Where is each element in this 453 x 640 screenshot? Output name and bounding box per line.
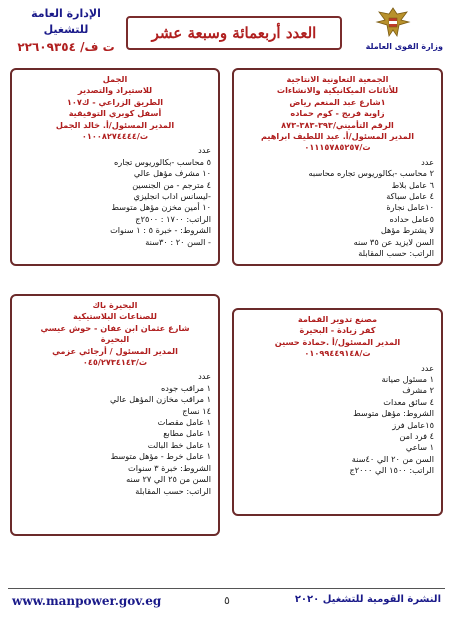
company-address: الطريق الزراعي - ك١٠٧ (66, 96, 164, 107)
manager-name: المدير المسئول/أ. عبد اللطيف ابراهيم (260, 131, 415, 142)
job-card-elgamal (10, 68, 220, 266)
ministry-name: وزارة القوى العاملة (365, 42, 443, 51)
job-line: الراتب: حسب المقابلة (135, 485, 211, 496)
job-line: الراتب: ١٥٠٠ الي ٢٠٠٠ج (349, 465, 434, 476)
job-line: ١٠ أمين مخزن مؤهل متوسط (111, 202, 211, 213)
job-card-recycling (232, 308, 443, 516)
job-line: السن من ٢٥ الي ٢٧ سنه (126, 474, 211, 485)
company-address: كفر زيادة - البحيرة (299, 325, 376, 336)
job-line: ٢ مشرف (402, 385, 434, 396)
job-line: ١ عامل مقصات (157, 417, 211, 428)
job-line: السن من ٢٠ الي ٤٠سنة (351, 453, 434, 464)
company-phone: ت/٠١٠٠٨٢٧٤٤٤٤ (81, 131, 149, 142)
insurance-number: الرقم التأميني/٣٩٣-٣٨٣-٨٧٣ (281, 119, 394, 130)
company-activity: للأثاثات الميكانيكية والانشاءات (276, 85, 399, 96)
job-line: عدد (421, 156, 434, 167)
job-line: ٤ فرد امن (399, 431, 434, 442)
job-line: ١ عامل مطابع (163, 428, 211, 439)
job-line: ٢ محاسب -بكالوريوس تجاره محاسبه (308, 168, 434, 179)
website-link[interactable]: www.manpower.gov.eg (12, 594, 162, 608)
company-name: الجمعية التعاونية الانتاجية (286, 74, 389, 84)
job-list (241, 157, 434, 260)
job-line: ١ ساعي (405, 442, 434, 453)
company-address: البحيرة (100, 334, 130, 345)
company-name: مصنع تدوير القمامة (297, 314, 378, 324)
job-line: ١ مراقب جوده (161, 382, 211, 393)
company-activity: للصناعات البلاستيكية (73, 311, 157, 322)
ministry-block (331, 6, 443, 54)
job-line: ٤ سائق معدات (383, 396, 434, 407)
company-phone: ت/٠١٠٩٩٤٤٩١٤٨ (304, 348, 371, 359)
issue-title: العدد أربعمائة وسبعة عشر (126, 16, 342, 50)
company-name: البحيرة باك (92, 300, 138, 310)
job-line: الراتب: حسب المقابلة (358, 248, 434, 259)
page-number: ٥ (224, 594, 230, 607)
job-card-cooperative (232, 68, 443, 266)
card-header (241, 314, 434, 360)
job-line: الشروط: - خبرة ٥ : ١ سنوات (110, 225, 211, 236)
job-line: ١٠عامل نجارة (386, 202, 434, 213)
company-address: ١شارع عبد المنعم رياض (289, 96, 386, 107)
card-header (241, 74, 434, 154)
job-line: ١٠ مشرف مؤهل عالي (133, 168, 211, 179)
job-line: ١ مراقب مخازن المؤهل عالي (109, 394, 211, 405)
manager-name: المدير المسئول / أرجائي عزمي (52, 345, 178, 356)
job-line: لا يشترط مؤهل (380, 225, 434, 236)
job-line: ٦ عامل بلاط (391, 179, 434, 190)
page-header (8, 6, 445, 56)
job-card-beheira-pack (10, 294, 220, 536)
company-activity: للاستيراد والتصدير (77, 85, 153, 96)
company-address: شارع عثمان ابن عفان - حوش عيسي (40, 322, 190, 333)
job-list (241, 363, 434, 477)
job-line: ١ عامل خط البالت (147, 439, 211, 450)
job-line: ٤ مترجم - من الجنسين (132, 179, 211, 190)
admin-phone: ت ف/ ٢٢٦٠٩٣٥٤ (17, 40, 115, 54)
company-address: أسفل كوبري التوفيقية (68, 108, 162, 119)
job-line: عدد (421, 362, 434, 373)
card-header (19, 300, 211, 368)
manager-name: المدير المسئول/أ. خالد الجمل (55, 119, 175, 130)
job-list (19, 371, 211, 496)
job-line: ٤ عامل سباكة (386, 191, 434, 202)
job-line: ١ عامل خرط - مؤهل متوسط (110, 451, 211, 462)
job-list (19, 145, 211, 248)
company-name: الجمل (102, 74, 128, 84)
bulletin-title: النشرة القومية للتشغيل ٢٠٢٠ (294, 594, 441, 605)
job-line: عدد (198, 371, 211, 382)
company-phone: ت/٠٤٥/٢٧٣٤١٤٣ (82, 357, 148, 368)
eagle-emblem-icon (373, 6, 413, 38)
job-line: عدد (198, 145, 211, 156)
job-line: ١ مسئول صيانة (381, 374, 434, 385)
page-footer (8, 588, 445, 615)
job-line: -ليسانس اداب انجليزي (133, 191, 211, 202)
job-line: ١٤ نساج (182, 405, 211, 416)
job-line: ٥عامل حداده (389, 213, 434, 224)
job-line: السن لايزيد عن ٣٥ سنه (353, 236, 434, 247)
card-header (19, 74, 211, 142)
manager-name: المدير المسئول/أ .حمادة حسين (274, 336, 401, 347)
company-phone: ت/٠١١١٥٧٨٥٢٥٧ (304, 142, 371, 153)
admin-name: الإدارة العامة للتشغيل (31, 7, 101, 36)
job-line: - السن ٢٠ : ٣٠سنة (145, 236, 211, 247)
job-line: ٥ محاسب -بكالوريوس تجاره (113, 156, 211, 167)
job-line: ١٥عامل فرز (392, 419, 434, 430)
company-address: زاوية فريج - كوم حماده (290, 108, 385, 119)
admin-block (8, 6, 124, 56)
job-line: الراتب: ١٧٠٠ : ٢٥٠٠ج (135, 213, 211, 224)
job-line: الشروط: خبرة ٣ سنوات (128, 462, 211, 473)
job-line: الشروط: مؤهل متوسط (353, 408, 434, 419)
